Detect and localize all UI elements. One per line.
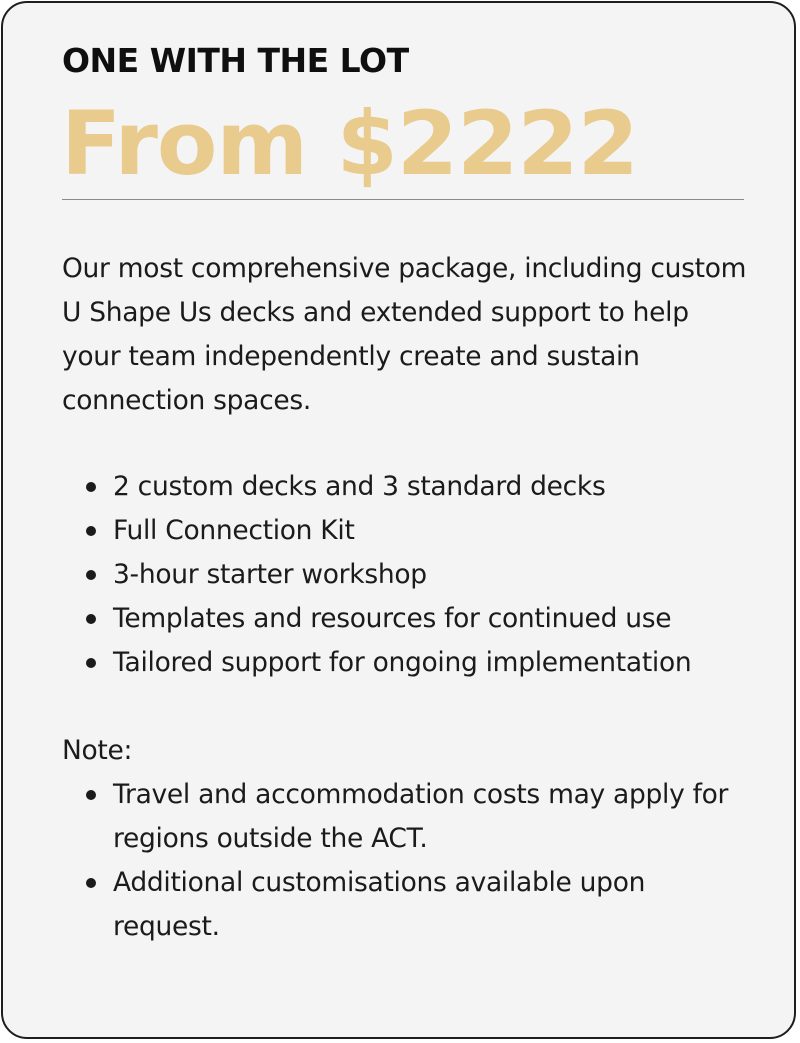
note-list xyxy=(62,773,752,949)
pricing-card xyxy=(1,1,796,1039)
feature-list xyxy=(62,465,752,685)
divider xyxy=(62,199,744,200)
feature-item: 3-hour starter workshop xyxy=(62,553,752,597)
plan-price: From $2222 xyxy=(61,92,638,195)
feature-item: Templates and resources for continued use xyxy=(62,597,752,641)
feature-item: Full Connection Kit xyxy=(62,509,752,553)
feature-item: 2 custom decks and 3 standard decks xyxy=(62,465,752,509)
note-label: Note: xyxy=(62,735,133,766)
plan-description: Our most comprehensive package, including custom U Shape Us decks and extended support to help your team independently create and sustain connection spaces. xyxy=(62,253,747,416)
feature-item: Tailored support for ongoing implementation xyxy=(62,641,752,685)
note-item: Additional customisations available upon request. xyxy=(62,861,752,949)
plan-name: ONE WITH THE LOT xyxy=(62,41,409,80)
note-item: Travel and accommodation costs may apply for regions outside the ACT. xyxy=(62,773,752,861)
